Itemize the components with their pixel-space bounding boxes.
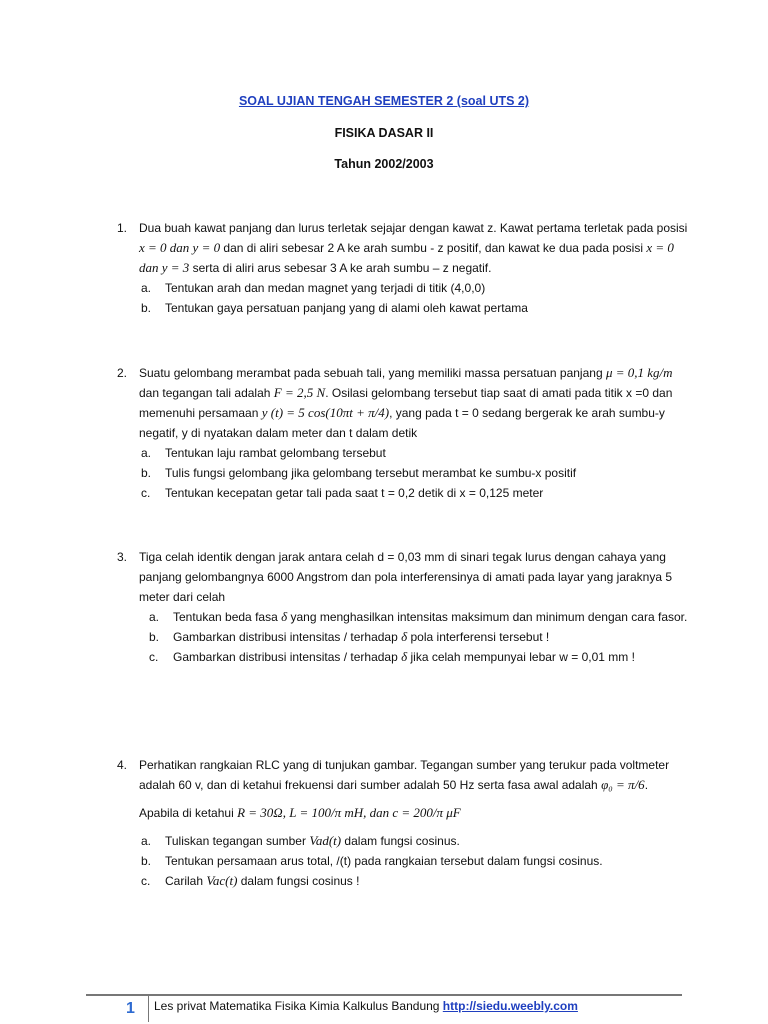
text-segment: , yang pada t = 0 sedang bergerak ke arah sumbu-y negatif, y di nyatakan dalam meter dan t dalam detik — [139, 406, 665, 440]
sub-question-a — [141, 443, 692, 463]
text-segment: Apabila di ketahui — [139, 806, 238, 820]
footer-label: Les privat Matematika Fisika Kimia Kalkulus Bandung — [154, 999, 443, 1013]
text-segment: dan di aliri sebesar 2 A ke arah sumbu - z positif, dan kawat ke dua pada posisi — [220, 241, 647, 255]
text-segment: dalam fungsi cosinus. — [341, 834, 460, 848]
subject-heading: FISIKA DASAR II — [334, 126, 434, 140]
sub-label: a. — [141, 281, 152, 295]
sub-text — [165, 871, 692, 891]
sub-text: Tentukan kecepatan getar tali pada saat t = 0,2 detik di x = 0,125 meter — [165, 486, 544, 500]
question-text: Tiga celah identik dengan jarak antara celah d = 0,03 mm di sinari tegak lurus dengan cahaya yang panjang gelombangnya 6000 Angstrom dan pola interferensinya di amati pada layar yang jaraknya 5 meter dari celah — [139, 550, 673, 604]
sub-text — [173, 607, 692, 627]
sub-label: a. — [141, 834, 152, 848]
text-segment: dan tegangan tali adalah — [139, 386, 274, 400]
sub-text: Tentukan gaya persatuan panjang yang di alami oleh kawat pertama — [165, 301, 528, 315]
sub-question-c — [141, 871, 692, 891]
question-number: 4. — [117, 758, 128, 772]
sub-question-b — [141, 463, 692, 483]
sub-label: b. — [141, 466, 152, 480]
sub-label: b. — [141, 301, 152, 315]
sub-text: Tentukan laju rambat gelombang tersebut — [165, 446, 386, 460]
sub-label: c. — [149, 650, 159, 664]
sub-question-c — [149, 647, 692, 667]
sub-question-a — [141, 831, 692, 851]
question-text — [139, 755, 692, 795]
text-segment: Tentukan beda fasa — [173, 610, 282, 624]
text-segment: . — [644, 778, 649, 792]
text-segment: Carilah — [165, 874, 207, 888]
question-3 — [117, 547, 692, 667]
question-text — [139, 363, 692, 443]
sub-text — [173, 647, 692, 667]
math-expression: φ₀ = π/6 — [601, 777, 645, 792]
page-number: 1 — [126, 1000, 135, 1017]
text-segment: yang menghasilkan intensitas maksimum dan minimum dengan cara fasor. — [287, 610, 688, 624]
sub-question-c — [141, 483, 692, 503]
sub-question-b — [141, 851, 692, 871]
text-segment: Dua buah kawat panjang dan lurus terletak sejajar dengan kawat z. Kawat pertama terletak pada posisi — [139, 221, 688, 235]
math-expression: x = 0 dan y = 0 — [139, 240, 221, 255]
year-heading: Tahun 2002/2003 — [334, 157, 434, 171]
text-segment: serta di aliri arus sebesar 3 A ke arah sumbu – z negatif. — [189, 261, 492, 275]
footer-text — [154, 999, 578, 1013]
text-segment: Tuliskan tegangan sumber — [165, 834, 310, 848]
question-1 — [117, 218, 692, 318]
text-segment: Perhatikan rangkaian RLC yang di tunjukan gambar. Tegangan sumber yang terukur pada voltmeter adalah 60 v, dan di ketahui frekuensi dari sumber adalah 50 Hz serta fasa awal adalah — [139, 758, 670, 792]
math-expression: μ = 0,1 kg/m — [605, 365, 673, 380]
math-expression: δ — [401, 629, 408, 644]
document-title[interactable]: SOAL UJIAN TENGAH SEMESTER 2 (soal UTS 2) — [238, 94, 530, 108]
math-expression: y (t) = 5 cos(10πt + π/4) — [261, 405, 390, 420]
footer-divider — [148, 996, 149, 1022]
text-segment: Suatu gelombang merambat pada sebuah tali, yang memiliki massa persatuan panjang — [139, 366, 606, 380]
math-expression: Vad(t) — [309, 833, 342, 848]
question-number: 2. — [117, 366, 128, 380]
question-number: 3. — [117, 550, 128, 564]
sub-text — [165, 831, 692, 851]
sub-question-a — [141, 278, 692, 298]
text-segment: . Osilasi gelombang tersebut tiap saat di amati pada titik x =0 dan memenuhi persamaan — [139, 386, 673, 420]
sub-label: a. — [141, 446, 152, 460]
question-text — [139, 218, 692, 278]
sub-text: Tulis fungsi gelombang jika gelombang tersebut merambat ke sumbu-x positif — [165, 466, 577, 480]
sub-question-b — [149, 627, 692, 647]
text-segment: dalam fungsi cosinus ! — [237, 874, 360, 888]
question-2 — [117, 363, 692, 503]
sub-text: Tentukan arah dan medan magnet yang terjadi di titik (4,0,0) — [165, 281, 486, 295]
math-expression: Vac(t) — [206, 873, 238, 888]
sub-question-b — [141, 298, 692, 318]
math-expression: δ — [401, 649, 408, 664]
given-values — [139, 803, 692, 823]
sub-question-a — [149, 607, 692, 627]
sub-label: b. — [141, 854, 152, 868]
page-footer — [86, 994, 682, 1024]
text-segment: jika celah mempunyai lebar w = 0,01 mm ! — [407, 650, 635, 664]
math-expression: R = 30Ω, L = 100/π mH, dan c = 200/π μF — [237, 805, 461, 820]
question-number: 1. — [117, 221, 128, 235]
sub-text: Tentukan persamaan arus total, /(t) pada rangkaian tersebut dalam fungsi cosinus. — [165, 854, 603, 868]
sub-label: a. — [149, 610, 160, 624]
sub-label: c. — [141, 486, 151, 500]
text-segment: Gambarkan distribusi intensitas / terhadap — [173, 650, 402, 664]
math-expression: x = 0 dan y = 3 — [139, 240, 674, 275]
sub-label: b. — [149, 630, 160, 644]
question-4 — [117, 755, 692, 891]
sub-label: c. — [141, 874, 151, 888]
text-segment: pola interferensi tersebut ! — [407, 630, 550, 644]
sub-text — [173, 627, 692, 647]
footer-link[interactable]: http://siedu.weebly.com — [442, 999, 578, 1013]
math-expression: δ — [281, 609, 288, 624]
text-segment: Gambarkan distribusi intensitas / terhadap — [173, 630, 402, 644]
math-expression: F = 2,5 N — [273, 385, 326, 400]
